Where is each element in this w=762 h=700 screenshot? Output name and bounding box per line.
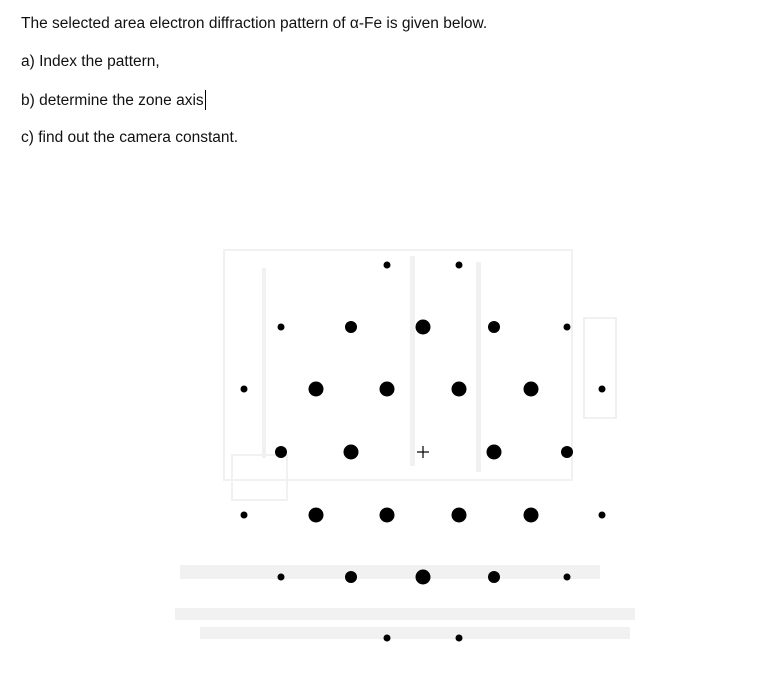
diffraction-spot xyxy=(309,382,324,397)
diffraction-spot xyxy=(345,571,357,583)
diffraction-spot xyxy=(452,508,467,523)
diffraction-spot xyxy=(278,324,285,331)
diffraction-spot xyxy=(380,382,395,397)
diffraction-spot xyxy=(487,445,502,460)
diffraction-spot xyxy=(564,324,571,331)
diffraction-spot xyxy=(275,446,287,458)
diffraction-spot xyxy=(278,574,285,581)
diffraction-spot xyxy=(524,382,539,397)
question-part-c: c) find out the camera constant. xyxy=(21,129,239,146)
diffraction-spot xyxy=(344,445,359,460)
question-part-b: b) determine the zone axis xyxy=(21,92,204,109)
diffraction-spot xyxy=(416,570,431,585)
faint-background-artifacts xyxy=(175,250,635,639)
diffraction-spot xyxy=(599,512,606,519)
diffraction-spot xyxy=(384,635,391,642)
diffraction-spot xyxy=(241,512,248,519)
question-intro: The selected area electron diffraction pattern of α-Fe is given below. xyxy=(21,15,488,32)
diffraction-spot xyxy=(452,382,467,397)
diffraction-spot xyxy=(564,574,571,581)
diffraction-spot xyxy=(599,386,606,393)
diffraction-spot xyxy=(345,321,357,333)
diffraction-spot xyxy=(416,320,431,335)
diffraction-spot xyxy=(456,262,463,269)
diffraction-spot xyxy=(456,635,463,642)
center-marker xyxy=(417,446,429,458)
diffraction-spot xyxy=(384,262,391,269)
diffraction-spot xyxy=(561,446,573,458)
diffraction-spot xyxy=(380,508,395,523)
diffraction-spot xyxy=(524,508,539,523)
question-part-a: a) Index the pattern, xyxy=(21,53,160,70)
diffraction-spot xyxy=(241,386,248,393)
diffraction-spot xyxy=(488,321,500,333)
diffraction-spot xyxy=(488,571,500,583)
diffraction-spot xyxy=(309,508,324,523)
